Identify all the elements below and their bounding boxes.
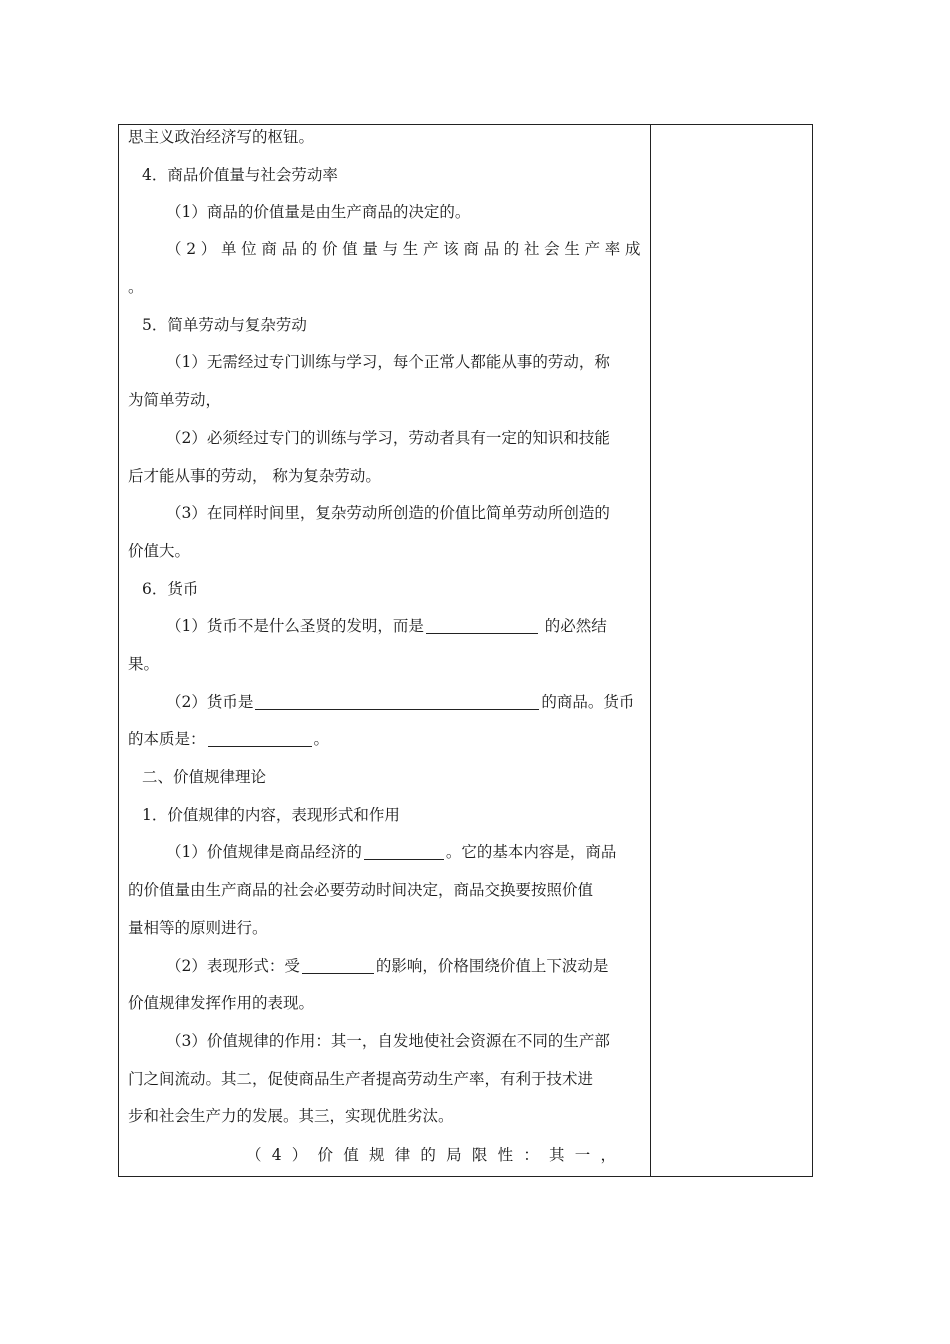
section-heading-5: 5．简单劳动与复杂劳动: [142, 316, 307, 334]
text-line: 。: [128, 278, 144, 296]
text-line: 思主义政治经济写的枢钮。: [128, 128, 315, 146]
text-segment: （2）表现形式：受: [166, 957, 300, 975]
text-line: （3）在同样时间里，复杂劳动所创造的价值比简单劳动所创造的: [166, 504, 610, 522]
text-line: 门之间流动。其二，促使商品生产者提高劳动生产率，有利于技术进: [128, 1070, 594, 1088]
table-frame: [118, 124, 813, 1177]
text-line-with-blank: [166, 691, 634, 713]
subsection-heading-1: 1．价值规律的内容，表现形式和作用: [142, 806, 400, 824]
text-line: 的价值量由生产商品的社会必要劳动时间决定，商品交换要按照价值: [128, 881, 594, 899]
text-segment: （2）货币是: [166, 693, 254, 711]
text-line: 量相等的原则进行。: [128, 919, 268, 937]
text-line: 价值大。: [128, 542, 191, 560]
fill-in-blank[interactable]: [426, 617, 538, 634]
section-heading-2: 二、价值规律理论: [142, 768, 267, 786]
fill-in-blank[interactable]: [255, 693, 539, 710]
text-line: （2）必须经过专门的训练与学习，劳动者具有一定的知识和技能: [166, 429, 610, 447]
text-line: 果。: [128, 655, 160, 673]
section-heading-4: 4．商品价值量与社会劳动率: [142, 166, 338, 184]
text-line: （1）无需经过专门训练与学习，每个正常人都能从事的劳动，称: [166, 353, 610, 371]
text-segment: 的必然结: [539, 617, 607, 635]
section-heading-6: 6．货币: [142, 580, 199, 598]
text-line-with-blank: [166, 841, 616, 863]
fill-in-blank[interactable]: [302, 957, 374, 974]
text-line: 为简单劳动，: [128, 391, 222, 409]
text-segment: 。: [313, 730, 330, 748]
text-line: （3）价值规律的作用：其一，自发地使社会资源在不同的生产部: [166, 1032, 610, 1050]
text-line: 步和社会生产力的发展。其三，实现优胜劣汰。: [128, 1107, 454, 1125]
text-line: （2）单位商品的价值量与生产该商品的社会生产率成: [166, 240, 642, 258]
text-segment: （1）货币不是什么圣贤的发明，而是: [166, 617, 424, 635]
text-line: 价值规律发挥作用的表现。: [128, 994, 315, 1012]
text-segment: 的本质是：: [128, 730, 206, 748]
fill-in-blank[interactable]: [364, 843, 444, 860]
text-line: （1）商品的价值量是由生产商品的决定的。: [166, 203, 471, 221]
text-segment: 。它的基本内容是，商品: [445, 843, 617, 861]
text-line-with-blank: [128, 728, 329, 750]
text-segment: （1）价值规律是商品经济的: [166, 843, 362, 861]
fill-in-blank[interactable]: [208, 730, 312, 747]
text-segment: 的影响，价格围绕价值上下波动是: [375, 957, 609, 975]
text-line: （4）价值规律的局限性：其一，: [246, 1146, 624, 1164]
text-line-with-blank: [166, 615, 607, 637]
column-divider: [650, 124, 651, 1177]
text-segment: 的商品。货币: [541, 693, 635, 711]
text-line-with-blank: [166, 955, 608, 977]
text-line: 后才能从事的劳动， 称为复杂劳动。: [128, 467, 381, 485]
